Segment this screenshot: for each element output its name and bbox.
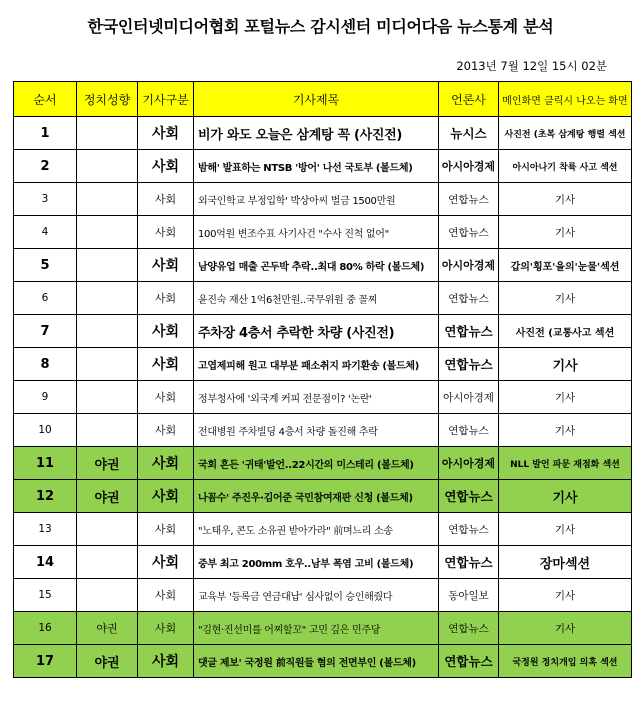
row-article-title: 댓글 제보' 국정원 前직원들 혐의 전면부인 (볼드체) bbox=[194, 645, 439, 678]
header-politics: 정치성향 bbox=[77, 82, 138, 117]
row-politics bbox=[77, 216, 138, 249]
row-category: 사회 bbox=[138, 447, 194, 480]
row-politics bbox=[77, 315, 138, 348]
row-number: 3 bbox=[14, 183, 77, 216]
row-number: 8 bbox=[14, 348, 77, 381]
row-click-screen: 갑의'횡포'을의'눈물'섹션 bbox=[499, 249, 632, 282]
row-click-screen: 기사 bbox=[499, 183, 632, 216]
row-politics bbox=[77, 282, 138, 315]
row-category: 사회 bbox=[138, 315, 194, 348]
row-article-title: 윤진숙 재산 1억6천만원..국무위원 중 꼴찌 bbox=[194, 282, 439, 315]
row-category: 사회 bbox=[138, 579, 194, 612]
row-politics bbox=[77, 183, 138, 216]
row-media: 뉴시스 bbox=[439, 117, 499, 150]
row-article-title: 100억원 변조수표 사기사건 "수사 진척 없어" bbox=[194, 216, 439, 249]
row-category: 사회 bbox=[138, 150, 194, 183]
row-number: 17 bbox=[14, 645, 77, 678]
row-category: 사회 bbox=[138, 645, 194, 678]
row-number: 7 bbox=[14, 315, 77, 348]
row-media: 연합뉴스 bbox=[439, 414, 499, 447]
row-media: 아시아경제 bbox=[439, 150, 499, 183]
row-click-screen: NLL 발언 파문 재점화 섹션 bbox=[499, 447, 632, 480]
table-row bbox=[14, 282, 632, 315]
row-article-title: 나꼼수' 주진우·김어준 국민참여재판 신청 (볼드체) bbox=[194, 480, 439, 513]
row-article-title: 비가 와도 오늘은 삼계탕 꼭 (사진전) bbox=[194, 117, 439, 150]
table-row bbox=[14, 249, 632, 282]
row-media: 연합뉴스 bbox=[439, 612, 499, 645]
news-stats-table bbox=[13, 81, 632, 678]
row-article-title: 밤해' 발표하는 NTSB '방어' 나선 국토부 (볼드체) bbox=[194, 150, 439, 183]
table-row bbox=[14, 117, 632, 150]
table-row bbox=[14, 348, 632, 381]
row-politics bbox=[77, 513, 138, 546]
row-category: 사회 bbox=[138, 282, 194, 315]
row-article-title: 교육부 '등록금 연금대납' 심사없이 승인해줬다 bbox=[194, 579, 439, 612]
row-click-screen: 사진전 (초복 삼계탕 행렬 섹션 bbox=[499, 117, 632, 150]
row-media: 연합뉴스 bbox=[439, 348, 499, 381]
row-media: 아시아경제 bbox=[439, 249, 499, 282]
row-politics: 야권 bbox=[77, 447, 138, 480]
row-click-screen: 아시아나기 착륙 사고 섹션 bbox=[499, 150, 632, 183]
row-category: 사회 bbox=[138, 183, 194, 216]
row-number: 13 bbox=[14, 513, 77, 546]
row-article-title: 주차장 4층서 추락한 차량 (사진전) bbox=[194, 315, 439, 348]
row-media: 연합뉴스 bbox=[439, 282, 499, 315]
table-row bbox=[14, 315, 632, 348]
row-click-screen: 기사 bbox=[499, 579, 632, 612]
row-click-screen: 기사 bbox=[499, 414, 632, 447]
row-click-screen: 사진전 (교통사고 섹션 bbox=[499, 315, 632, 348]
row-click-screen: 기사 bbox=[499, 513, 632, 546]
row-media: 연합뉴스 bbox=[439, 546, 499, 579]
row-media: 동아일보 bbox=[439, 579, 499, 612]
header-media: 언론사 bbox=[439, 82, 499, 117]
row-number: 1 bbox=[14, 117, 77, 150]
row-click-screen: 기사 bbox=[499, 282, 632, 315]
row-article-title: 외국인학교 부정입학' 박상아씨 벌금 1500만원 bbox=[194, 183, 439, 216]
table-header-row bbox=[14, 82, 632, 117]
row-number: 12 bbox=[14, 480, 77, 513]
row-article-title: 국회 흔든 '귀태'발언..22시간의 미스테리 (볼드체) bbox=[194, 447, 439, 480]
table-row bbox=[14, 183, 632, 216]
row-politics: 야권 bbox=[77, 612, 138, 645]
row-click-screen: 국정원 정치개입 의혹 섹션 bbox=[499, 645, 632, 678]
row-article-title: 고엽제피해 원고 대부분 패소취지 파기환송 (볼드체) bbox=[194, 348, 439, 381]
row-media: 연합뉴스 bbox=[439, 315, 499, 348]
row-media: 아시아경제 bbox=[439, 447, 499, 480]
header-click-screen: 메인화면 클릭시 나오는 화면 bbox=[499, 82, 632, 117]
table-row bbox=[14, 414, 632, 447]
row-number: 4 bbox=[14, 216, 77, 249]
row-media: 아시아경제 bbox=[439, 381, 499, 414]
row-number: 2 bbox=[14, 150, 77, 183]
row-article-title: "김현·진선미를 어찌할꼬" 고민 깊은 민주당 bbox=[194, 612, 439, 645]
row-category: 사회 bbox=[138, 546, 194, 579]
row-article-title: "노태우, 콘도 소유권 받아가라" 前며느리 소송 bbox=[194, 513, 439, 546]
row-number: 16 bbox=[14, 612, 77, 645]
table-row bbox=[14, 645, 632, 678]
row-article-title: 전대병원 주차빌딩 4층서 차량 돌진해 추락 bbox=[194, 414, 439, 447]
row-number: 15 bbox=[14, 579, 77, 612]
row-click-screen: 기사 bbox=[499, 381, 632, 414]
row-politics bbox=[77, 117, 138, 150]
table-row bbox=[14, 150, 632, 183]
header-no: 순서 bbox=[14, 82, 77, 117]
header-article-title: 기사제목 bbox=[194, 82, 439, 117]
report-title: 한국인터넷미디어협회 포털뉴스 감시센터 미디어다음 뉴스통계 분석 bbox=[87, 17, 554, 36]
row-category: 사회 bbox=[138, 117, 194, 150]
table-row bbox=[14, 612, 632, 645]
row-media: 연합뉴스 bbox=[439, 513, 499, 546]
table-row bbox=[14, 447, 632, 480]
table-row bbox=[14, 546, 632, 579]
row-number: 6 bbox=[14, 282, 77, 315]
row-category: 사회 bbox=[138, 216, 194, 249]
row-politics bbox=[77, 249, 138, 282]
row-media: 연합뉴스 bbox=[439, 183, 499, 216]
row-click-screen: 기사 bbox=[499, 216, 632, 249]
row-category: 사회 bbox=[138, 249, 194, 282]
row-category: 사회 bbox=[138, 414, 194, 447]
row-article-title: 중부 최고 200mm 호우..남부 폭염 고비 (볼드체) bbox=[194, 546, 439, 579]
row-politics bbox=[77, 150, 138, 183]
row-politics bbox=[77, 546, 138, 579]
row-number: 10 bbox=[14, 414, 77, 447]
row-number: 14 bbox=[14, 546, 77, 579]
row-article-title: 남양유업 매출 곤두박 추락..최대 80% 하락 (볼드체) bbox=[194, 249, 439, 282]
row-category: 사회 bbox=[138, 513, 194, 546]
table-row bbox=[14, 381, 632, 414]
row-category: 사회 bbox=[138, 612, 194, 645]
row-media: 연합뉴스 bbox=[439, 216, 499, 249]
row-category: 사회 bbox=[138, 348, 194, 381]
row-politics bbox=[77, 414, 138, 447]
row-media: 연합뉴스 bbox=[439, 645, 499, 678]
row-article-title: 정부청사에 '외국계 커피 전문점이? '논란' bbox=[194, 381, 439, 414]
row-category: 사회 bbox=[138, 381, 194, 414]
report-datetime: 2013년 7월 12일 15시 02분 bbox=[456, 59, 607, 73]
row-category: 사회 bbox=[138, 480, 194, 513]
row-click-screen: 기사 bbox=[499, 480, 632, 513]
row-number: 9 bbox=[14, 381, 77, 414]
table-row bbox=[14, 513, 632, 546]
row-click-screen: 장마섹션 bbox=[499, 546, 632, 579]
row-click-screen: 기사 bbox=[499, 348, 632, 381]
row-number: 11 bbox=[14, 447, 77, 480]
table-row bbox=[14, 480, 632, 513]
row-politics bbox=[77, 579, 138, 612]
row-politics: 야권 bbox=[77, 480, 138, 513]
table-row bbox=[14, 216, 632, 249]
table-row bbox=[14, 579, 632, 612]
row-number: 5 bbox=[14, 249, 77, 282]
row-click-screen: 기사 bbox=[499, 612, 632, 645]
row-politics bbox=[77, 348, 138, 381]
header-category: 기사구분 bbox=[138, 82, 194, 117]
row-politics: 야권 bbox=[77, 645, 138, 678]
row-media: 연합뉴스 bbox=[439, 480, 499, 513]
row-politics bbox=[77, 381, 138, 414]
